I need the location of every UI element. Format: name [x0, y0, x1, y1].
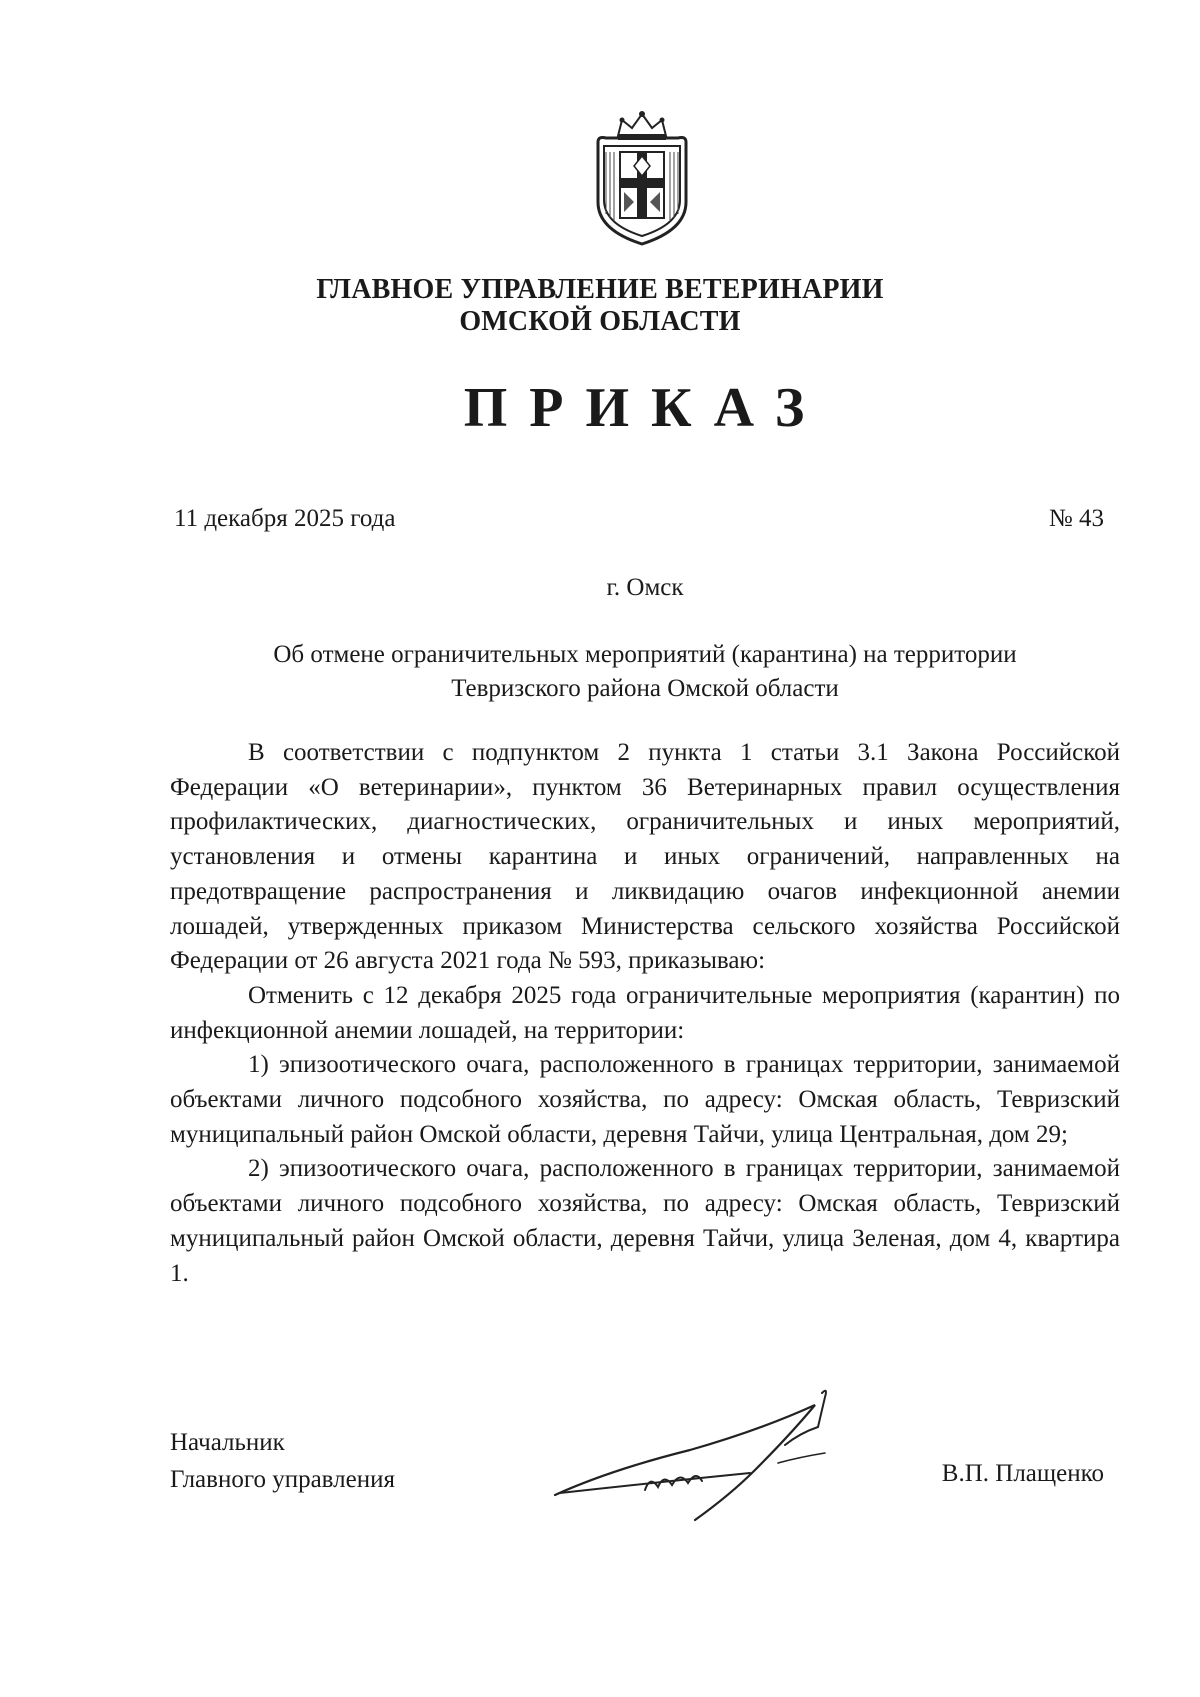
document-date: 11 декабря 2025 года [174, 505, 396, 532]
document-type-title: ПРИКАЗ [463, 377, 827, 439]
document-number: № 43 [1048, 505, 1104, 532]
document-subject [170, 638, 1120, 706]
signatory-name: В.П. Плащенко [941, 1460, 1104, 1487]
document-body [170, 736, 1120, 1291]
handwritten-signature-icon [550, 1375, 850, 1525]
subject-line1: Об отмене ограничительных мероприятий (карантина) на территории [273, 641, 1017, 668]
body-paragraph-item-1: 1) эпизоотического очага, расположенного в границах территории, занимаемой объектами личного подсобного хозяйства, по адресу: Омская область, Тевризский муниципальный район Омской области, деревня Тайчи, улица Центральная, дом 29; [170, 1051, 1120, 1148]
body-paragraph-item-2: 2) эпизоотического очага, расположенного в границах территории, занимаемой объектами личного подсобного хозяйства, по адресу: Омская область, Тевризский муниципальный район Омской области, деревня Тайчи, улица Зеленая, дом 4, квартира 1. [170, 1155, 1120, 1287]
document-city: г. Омск [606, 574, 684, 601]
signatory-title-line1: Начальник [170, 1429, 285, 1456]
body-paragraph-preamble: В соответствии с подпунктом 2 пункта 1 статьи 3.1 Закона Российской Федерации «О ветеринарии», пунктом 36 Ветеринарных правил осуществления профилактических, диагностических, ограничительных и иных мероприятий, установления и отмены карантина и иных ограничений, направленных на предотвращение распространения и ликвидацию очагов инфекционной анемии лошадей, утвержденных приказом Министерства сельского хозяйства Российской Федерации от 26 августа 2021 года № 593, приказываю: [170, 739, 1120, 975]
organization-name-line1: ГЛАВНОЕ УПРАВЛЕНИЕ ВЕТЕРИНАРИИ [316, 274, 884, 305]
signatory-title [170, 1424, 395, 1498]
body-paragraph-order: Отменить с 12 декабря 2025 года ограничительные мероприятия (карантин) по инфекционной анемии лошадей, на территории: [170, 981, 1120, 1044]
subject-line2: Тевризского района Омской области [451, 675, 839, 702]
organization-name-line2: ОМСКОЙ ОБЛАСТИ [459, 306, 741, 337]
coat-of-arms-icon [588, 106, 696, 246]
signatory-title-line2: Главного управления [170, 1466, 395, 1493]
